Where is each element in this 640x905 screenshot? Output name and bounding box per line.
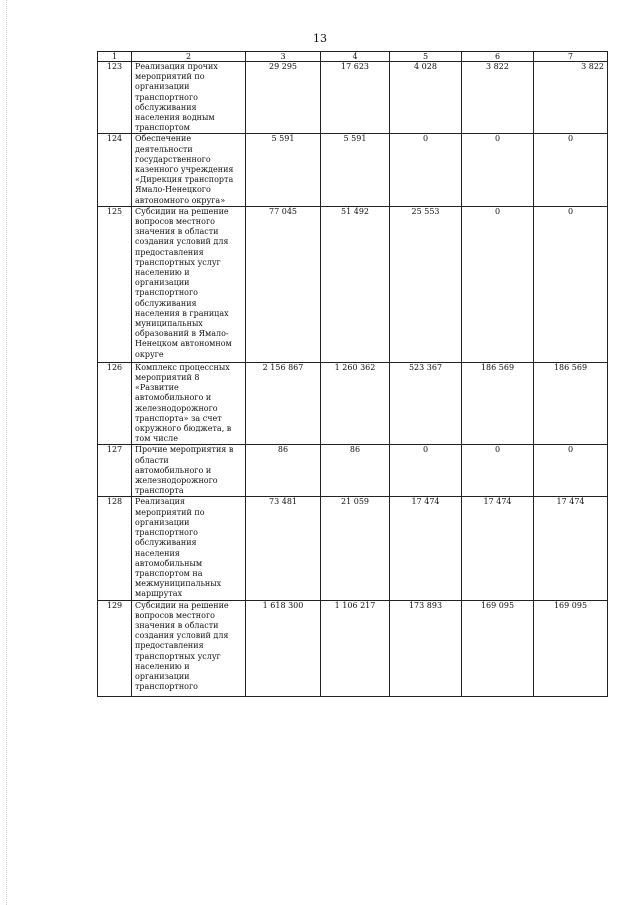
value-col-5: 25 553 <box>390 206 462 362</box>
value-col-4: 21 059 <box>321 497 390 600</box>
column-header: 2 <box>132 52 246 62</box>
column-header: 6 <box>462 52 534 62</box>
binding-edge-mark <box>6 0 8 905</box>
value-col-4: 5 591 <box>321 134 390 206</box>
row-description: Субсидии на решение вопросов местного значения в области создания условий для предоставления транспортных услуг населению и организации транспортного <box>132 600 246 696</box>
value-col-6: 0 <box>462 206 534 362</box>
value-col-3: 5 591 <box>246 134 321 206</box>
value-col-7: 17 474 <box>534 497 608 600</box>
row-description: Субсидии на решение вопросов местного значения в области создания условий для предоставления транспортных услуг населению и организации транспортного обслуживания населения в границах муниципальных образований в Ямало- Ненецком автономном округе <box>132 206 246 362</box>
row-number: 123 <box>98 62 132 134</box>
column-header: 3 <box>246 52 321 62</box>
table-row <box>98 134 608 206</box>
header-row <box>98 52 608 62</box>
value-col-4: 86 <box>321 445 390 497</box>
value-col-3: 77 045 <box>246 206 321 362</box>
value-col-6: 169 095 <box>462 600 534 696</box>
value-col-6: 17 474 <box>462 497 534 600</box>
value-col-7: 0 <box>534 134 608 206</box>
column-header: 4 <box>321 52 390 62</box>
row-description: Комплекс процессных мероприятий 8 «Развитие автомобильного и железнодорожного транспорта» за счет окружного бюджета, в том числе <box>132 362 246 445</box>
table-row <box>98 362 608 445</box>
table-row <box>98 600 608 696</box>
value-col-4: 1 106 217 <box>321 600 390 696</box>
value-col-6: 186 569 <box>462 362 534 445</box>
value-col-6: 3 822 <box>462 62 534 134</box>
value-col-7: 186 569 <box>534 362 608 445</box>
value-col-4: 51 492 <box>321 206 390 362</box>
row-description: Прочие мероприятия в области автомобильного и железнодорожного транспорта <box>132 445 246 497</box>
value-col-3: 86 <box>246 445 321 497</box>
value-col-6: 0 <box>462 445 534 497</box>
table-row <box>98 445 608 497</box>
budget-table <box>97 51 608 697</box>
row-description: Реализация мероприятий по организации транспортного обслуживания населения автомобильным транспортом на межмуниципальных маршрутах <box>132 497 246 600</box>
value-col-7: 169 095 <box>534 600 608 696</box>
value-col-5: 0 <box>390 445 462 497</box>
value-col-7: 0 <box>534 206 608 362</box>
row-description: Реализация прочих мероприятий по организации транспортного обслуживания населения водным транспортом <box>132 62 246 134</box>
column-header: 1 <box>98 52 132 62</box>
row-description: Обеспечение деятельности государственного казенного учреждения «Дирекция транспорта Ямало-Ненецкого автономного округа» <box>132 134 246 206</box>
value-col-3: 73 481 <box>246 497 321 600</box>
value-col-5: 523 367 <box>390 362 462 445</box>
row-number: 126 <box>98 362 132 445</box>
row-number: 125 <box>98 206 132 362</box>
value-col-5: 17 474 <box>390 497 462 600</box>
table-row <box>98 497 608 600</box>
value-col-3: 1 618 300 <box>246 600 321 696</box>
column-header: 7 <box>534 52 608 62</box>
column-header: 5 <box>390 52 462 62</box>
value-col-4: 17 623 <box>321 62 390 134</box>
row-number: 128 <box>98 497 132 600</box>
value-col-5: 0 <box>390 134 462 206</box>
value-col-5: 173 893 <box>390 600 462 696</box>
value-col-7: 0 <box>534 445 608 497</box>
table-row <box>98 62 608 134</box>
row-number: 129 <box>98 600 132 696</box>
value-col-6: 0 <box>462 134 534 206</box>
value-col-4: 1 260 362 <box>321 362 390 445</box>
page-number: 13 <box>313 32 327 45</box>
value-col-3: 2 156 867 <box>246 362 321 445</box>
value-col-7: 3 822 <box>534 62 608 134</box>
row-number: 127 <box>98 445 132 497</box>
value-col-5: 4 028 <box>390 62 462 134</box>
table-row <box>98 206 608 362</box>
value-col-3: 29 295 <box>246 62 321 134</box>
row-number: 124 <box>98 134 132 206</box>
